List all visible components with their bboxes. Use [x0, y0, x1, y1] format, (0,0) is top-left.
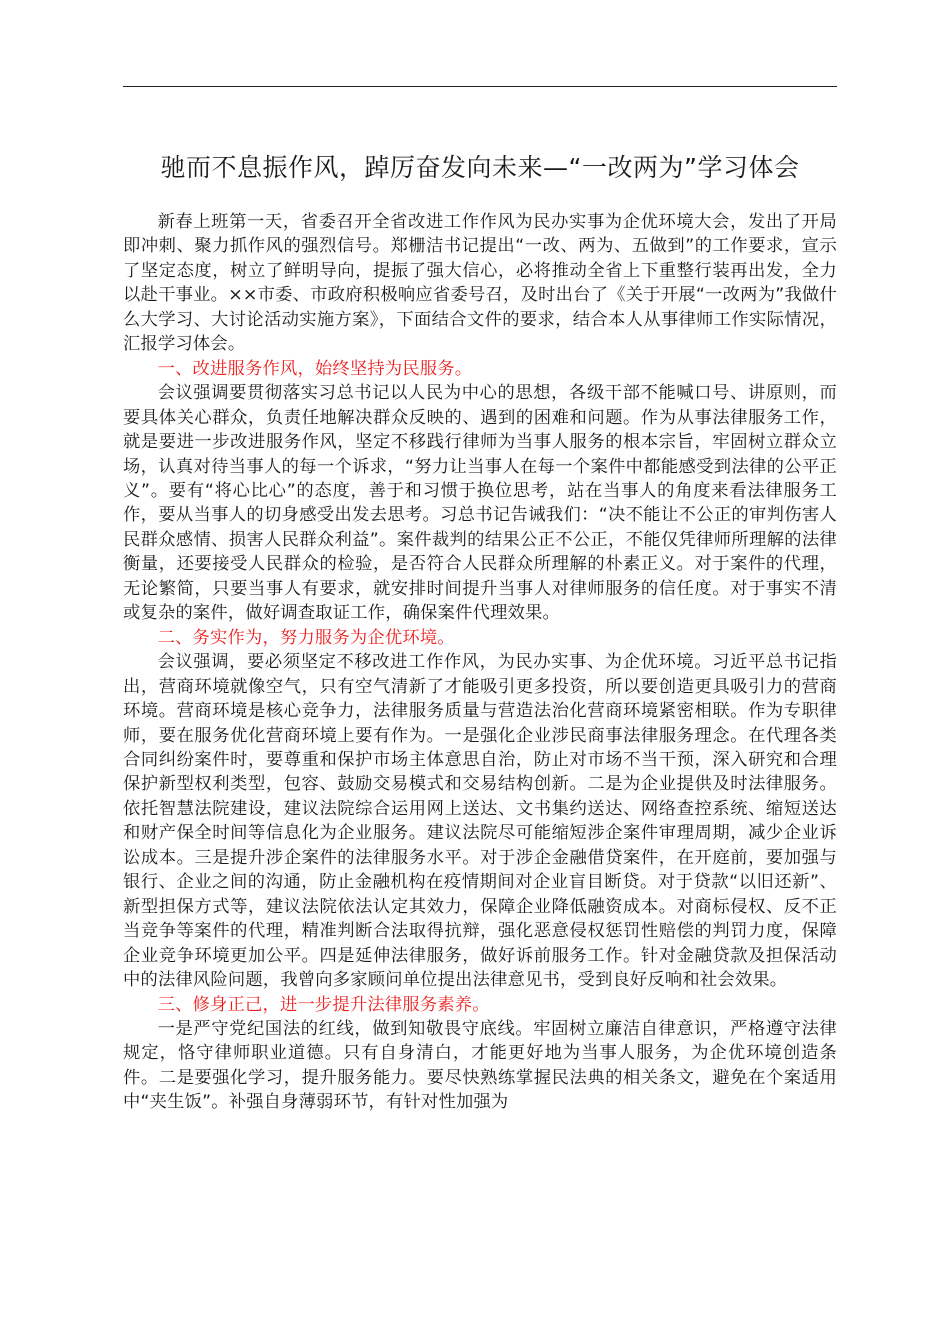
- section-heading-1: 一、改进服务作风，始终坚持为民服务。: [157, 358, 473, 379]
- document-body: [123, 210, 837, 1115]
- section-heading-2: 二、务实作为，努力服务为企优环境。: [157, 627, 455, 648]
- section-heading-3: 三、修身正己，进一步提升法律服务素养。: [157, 994, 490, 1015]
- paragraph-section-1: 会议强调要贯彻落实习总书记以人民为中心的思想，各级干部不能喊口号、讲原则，而要具体关心群众，负责任地解决群众反映的、遇到的困难和问题。作为从事法律服务工作，就是要进一步改进服务作风，坚定不移践行律师为当事人服务的根本宗旨，牢固树立群众立场，认真对待当事人的每一个诉求，“努力让当事人在每一个案件中都能感受到法律的公平正义”。要有“将心比心”的态度，善于和习惯于换位思考，站在当事人的角度来看法律服务工作，要从当事人的切身感受出发去思考。习总书记告诫我们：“决不能让不公正的审判伤害人民群众感情、损害人民群众利益”。案件裁判的结果公正不公正，不能仅凭律师所理解的法律衡量，还要接受人民群众的检验，是否符合人民群众所理解的朴素正义。对于案件的代理，无论繁简，只要当事人有要求，就安排时间提升当事人对律师服务的信任度。对于事实不清或复杂的案件，做好调查取证工作，确保案件代理效果。: [123, 383, 837, 624]
- paragraph-intro: 新春上班第一天，省委召开全省改进工作作风为民办实事为企优环境大会，发出了开局即冲刺、聚力抓作风的强烈信号。郑栅洁书记提出“一改、两为、五做到”的工作要求，宣示了坚定态度，树立了鲜明导向，提振了强大信心，必将推动全省上下重整行装再出发，全力以赴干事业。××市委、市政府积极响应省委号召，及时出台了《关于开展“一改两为”我做什么大学习、大讨论活动实施方案》，下面结合文件的要求，结合本人从事律师工作实际情况，汇报学习体会。: [123, 212, 837, 355]
- paragraph-section-3: 一是严守党纪国法的红线，做到知敬畏守底线。牢固树立廉洁自律意识，严格遵守法律规定，恪守律师职业道德。只有自身清白，才能更好地为当事人服务，为企优环境创造条件。二是要强化学习，提升服务能力。要尽快熟练掌握民法典的相关条文，避免在个案适用中“夹生饭”。补强自身薄弱环节，有针对性加强为: [123, 1018, 837, 1113]
- paragraph-section-2: 会议强调，要必须坚定不移改进工作作风，为民办实事、为企优环境。习近平总书记指出，营商环境就像空气，只有空气清新了才能吸引更多投资，所以要创造更具吸引力的营商环境。营商环境是核心竞争力，法律服务质量与营造法治化营商环境紧密相联。作为专职律师，要在服务优化营商环境上要有作为。一是强化企业涉民商事法律服务理念。在代理各类合同纠纷案件时，要尊重和保护市场主体意思自治，防止对市场不当干预，深入研究和合理保护新型权利类型，包容、鼓励交易模式和交易结构创新。二是为企业提供及时法律服务。依托智慧法院建设，建议法院综合运用网上送达、文书集约送达、网络查控系统、缩短送达和财产保全时间等信息化为企业服务。建议法院尽可能缩短涉企案件审理周期，减少企业诉讼成本。三是提升涉企案件的法律服务水平。对于涉企金融借贷案件，在开庭前，要加强与银行、企业之间的沟通，防止金融机构在疫情期间对企业盲目断贷。对于贷款“以旧还新”、新型担保方式等，建议法院依法认定其效力，保障企业降低融资成本。对商标侵权、反不正当竞争等案件的代理，精准判断合法取得抗辩，强化恶意侵权惩罚性赔偿的判罚力度，保障企业竞争环境更加公平。四是延伸法律服务，做好诉前服务工作。针对金融贷款及担保活动中的法律风险问题，我曾向多家顾问单位提出法律意见书，受到良好反响和社会效果。: [123, 652, 837, 991]
- header-rule: [123, 86, 837, 87]
- document-title: 驰而不息振作风，踔厉奋发向未来—“一改两为”学习体会: [160, 153, 800, 182]
